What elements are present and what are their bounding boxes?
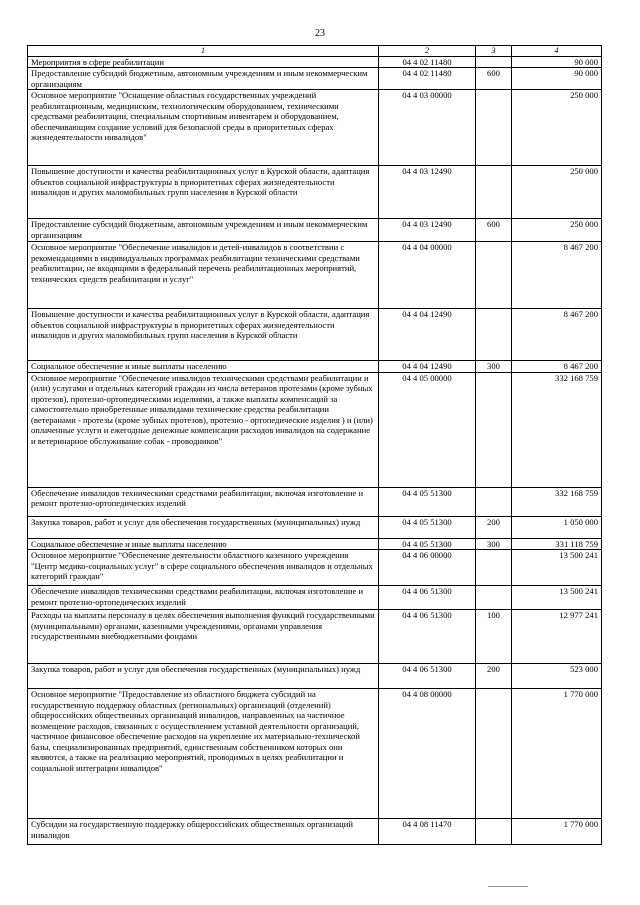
row-name: Основное мероприятие "Обеспечение деятельности областного казенного учреждения "Центр медико-социальных услуг" в сфере социального обеспечения инвалидов и отдельных категорий граждан" (28, 550, 379, 586)
header-col-1: 1 (28, 46, 379, 57)
row-code: 04 4 03 12490 (379, 166, 476, 219)
row-code: 04 4 04 12490 (379, 309, 476, 361)
row-name: Основное мероприятие "Предоставление из областного бюджета субсидий на государственную поддержку областных (региональных) организаций (отделений) общероссийских общественных организаций инвалидов, направленных на частичное возмещение расходов, связанных с осуществлением уставной деятельности организаций, частичное финансовое обеспечение расходов на укрепление их материально-технической базы, специализированных предприятий, единственным собственником которых они являются, а также на реализацию мероприятий, проводимых в целях реабилитации и социальной интеграции инвалидов" (28, 689, 379, 819)
page-number: 23 (315, 28, 325, 39)
row-code: 04 4 02 11480 (379, 68, 476, 90)
table-row (28, 819, 602, 845)
scan-mark (488, 886, 528, 888)
table-row (28, 487, 602, 516)
row-type (476, 689, 512, 819)
row-code: 04 4 05 51300 (379, 516, 476, 538)
table-row (28, 242, 602, 309)
row-type (476, 550, 512, 586)
row-amount: 8 467 200 (512, 361, 602, 372)
row-name: Расходы на выплаты персоналу в целях обеспечения выполнения функций государственными (муниципальными) органами, казенными учреждениями, органами управления государственными внебюджетными фондами (28, 610, 379, 664)
table-row (28, 538, 602, 549)
row-code: 04 4 03 00000 (379, 90, 476, 166)
table-row (28, 361, 602, 372)
row-name: Основное мероприятие "Оснащение областных государственных учреждений реабилитационным, медицинским, технологическим оборудованием, техническими средствами реабилитации, специальным спортивным инвентарем и оборудованием, обеспечивающим создание условий для безопасной среды в приоритетных сферах жизнедеятельности инвалидов" (28, 90, 379, 166)
row-name: Основное мероприятие "Обеспечение инвалидов и детей-инвалидов в соответствии с рекомендациями в индивидуальных программах реабилитации техническими средствами реабилитации, не входящими в федеральный перечень реабилитационных мероприятий, технических средств реабилитации и услуг" (28, 242, 379, 309)
budget-table (27, 45, 602, 845)
header-col-2: 2 (379, 46, 476, 57)
table-row (28, 516, 602, 538)
row-code: 04 4 08 11470 (379, 819, 476, 845)
row-name: Закупка товаров, работ и услуг для обеспечения государственных (муниципальных) нужд (28, 516, 379, 538)
row-code: 04 4 06 00000 (379, 550, 476, 586)
table-row (28, 664, 602, 689)
table-row (28, 166, 602, 219)
row-amount: 1 770 000 (512, 819, 602, 845)
row-type (476, 819, 512, 845)
row-type (476, 372, 512, 487)
table-row (28, 610, 602, 664)
row-name: Субсидии на государственную поддержку общероссийских общественных организаций инвалидов (28, 819, 379, 845)
row-amount: 13 500 241 (512, 550, 602, 586)
row-type (476, 90, 512, 166)
row-name: Социальное обеспечение и иные выплаты населению (28, 538, 379, 549)
table-row (28, 56, 602, 67)
row-amount: 12 977 241 (512, 610, 602, 664)
table-header-row (28, 46, 602, 57)
row-type (476, 487, 512, 516)
row-type: 600 (476, 219, 512, 242)
row-amount: 1 770 000 (512, 689, 602, 819)
header-col-3: 3 (476, 46, 512, 57)
row-type (476, 309, 512, 361)
table-row (28, 309, 602, 361)
row-code: 04 4 06 51300 (379, 586, 476, 610)
row-code: 04 4 05 00000 (379, 372, 476, 487)
row-amount: 1 050 000 (512, 516, 602, 538)
row-amount: 332 168 759 (512, 487, 602, 516)
row-amount: 250 000 (512, 90, 602, 166)
table-row (28, 68, 602, 90)
row-type: 200 (476, 516, 512, 538)
row-code: 04 4 04 00000 (379, 242, 476, 309)
row-name: Предоставление субсидий бюджетным, автономным учреждениям и иным некоммерческим организациям (28, 219, 379, 242)
row-code: 04 4 05 51300 (379, 538, 476, 549)
row-name: Повышение доступности и качества реабилитационных услуг в Курской области, адаптация объектов социальной инфраструктуры в приоритетных сферах жизнедеятельности инвалидов и других маломобильных групп населения в Курской области (28, 309, 379, 361)
row-code: 04 4 06 51300 (379, 664, 476, 689)
row-code: 04 4 04 12490 (379, 361, 476, 372)
row-name: Обеспечение инвалидов техническими средствами реабилитации, включая изготовление и ремонт протезно-ортопедических изделий (28, 487, 379, 516)
row-amount: 250 000 (512, 166, 602, 219)
row-type: 300 (476, 361, 512, 372)
table-row (28, 689, 602, 819)
table-row (28, 586, 602, 610)
row-name: Предоставление субсидий бюджетным, автономным учреждениям и иным некоммерческим организациям (28, 68, 379, 90)
header-col-4: 4 (512, 46, 602, 57)
table-row (28, 550, 602, 586)
row-name: Обеспечение инвалидов техническими средствами реабилитации, включая изготовление и ремонт протезно-ортопедических изделий (28, 586, 379, 610)
row-name: Мероприятия в сфере реабилитации (28, 56, 379, 67)
row-code: 04 4 06 51300 (379, 610, 476, 664)
table-row (28, 372, 602, 487)
row-amount: 523 000 (512, 664, 602, 689)
row-type (476, 586, 512, 610)
row-type: 300 (476, 538, 512, 549)
row-amount: 331 118 759 (512, 538, 602, 549)
row-type: 100 (476, 610, 512, 664)
row-amount: 90 000 (512, 56, 602, 67)
row-amount: 332 168 759 (512, 372, 602, 487)
row-type: 200 (476, 664, 512, 689)
row-amount: 8 467 200 (512, 242, 602, 309)
row-amount: 90 000 (512, 68, 602, 90)
row-name: Социальное обеспечение и иные выплаты населению (28, 361, 379, 372)
row-amount: 13 500 241 (512, 586, 602, 610)
table-row (28, 219, 602, 242)
row-code: 04 4 05 51300 (379, 487, 476, 516)
row-type (476, 166, 512, 219)
table-row (28, 90, 602, 166)
row-name: Основное мероприятие "Обеспечение инвалидов техническими средствами реабилитации и (или) услугами и отдельных категорий граждан из числа ветеранов протезами (кроме зубных протезов), протезно-ортопедическими изделиями, а также выплаты компенсаций за самостоятельно приобретенные инвалидами технические средства реабилитации (ветеранами - протезы (кроме зубных протезов), протезно - ортопедические изделия ) и (или) оплаченные услуги и ежегодные денежные компенсации расходов инвалидов на содержание и ветеринарное обслуживание собак - проводников" (28, 372, 379, 487)
row-name: Закупка товаров, работ и услуг для обеспечения государственных (муниципальных) нужд (28, 664, 379, 689)
row-code: 04 4 03 12490 (379, 219, 476, 242)
row-type (476, 242, 512, 309)
row-type: 600 (476, 68, 512, 90)
row-amount: 8 467 200 (512, 309, 602, 361)
row-amount: 250 000 (512, 219, 602, 242)
row-type (476, 56, 512, 67)
row-name: Повышение доступности и качества реабилитационных услуг в Курской области, адаптация объектов социальной инфраструктуры в приоритетных сферах жизнедеятельности инвалидов и других маломобильных групп населения в Курской области (28, 166, 379, 219)
row-code: 04 4 02 11480 (379, 56, 476, 67)
row-code: 04 4 08 00000 (379, 689, 476, 819)
